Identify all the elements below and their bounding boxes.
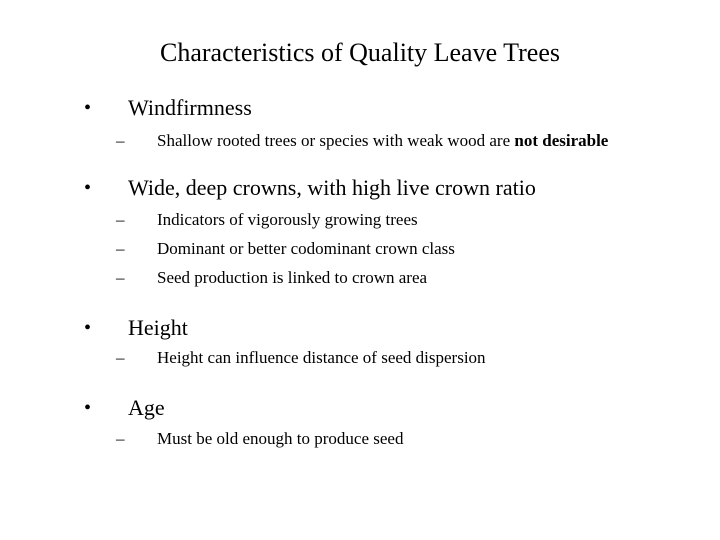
dash-marker: – bbox=[116, 268, 125, 287]
sub-bullet bbox=[0, 237, 720, 261]
dash-marker: – bbox=[116, 429, 125, 448]
bullet-marker: • bbox=[84, 97, 92, 119]
sub-bullet-emphasis: not desirable bbox=[514, 131, 609, 150]
bullet-text: Windfirmness bbox=[128, 95, 252, 120]
dash-marker: – bbox=[116, 239, 125, 258]
sub-bullet-text: Must be old enough to produce seed bbox=[157, 429, 404, 448]
bullet-marker: • bbox=[84, 397, 92, 419]
dash-marker: – bbox=[116, 210, 125, 229]
sub-bullet bbox=[0, 266, 720, 290]
bullet-age bbox=[0, 393, 720, 423]
sub-bullet-plain-text: Shallow rooted trees or species with weak wood are bbox=[157, 131, 515, 150]
sub-bullet-text: Height can influence distance of seed dispersion bbox=[157, 348, 486, 367]
sub-bullet bbox=[0, 208, 720, 232]
sub-bullet-text: Dominant or better codominant crown class bbox=[157, 239, 455, 258]
bullet-text: Height bbox=[128, 315, 188, 340]
bullet-marker: • bbox=[84, 317, 92, 339]
sub-bullet bbox=[0, 129, 720, 153]
dash-marker: – bbox=[116, 348, 125, 367]
bullet-text: Age bbox=[128, 395, 165, 420]
sub-bullet bbox=[0, 346, 720, 370]
dash-marker: – bbox=[116, 131, 125, 150]
bullet-height bbox=[0, 313, 720, 343]
sub-bullet bbox=[0, 427, 720, 451]
slide-title: Characteristics of Quality Leave Trees bbox=[160, 38, 560, 67]
bullet-wide-deep-crowns bbox=[0, 173, 720, 203]
bullet-marker: • bbox=[84, 177, 92, 199]
bullet-windfirmness bbox=[0, 93, 720, 123]
sub-bullet-text: Indicators of vigorously growing trees bbox=[157, 210, 418, 229]
sub-bullet-text: Seed production is linked to crown area bbox=[157, 268, 428, 287]
sub-bullet-text bbox=[157, 129, 608, 153]
bullet-text: Wide, deep crowns, with high live crown ratio bbox=[128, 175, 536, 200]
